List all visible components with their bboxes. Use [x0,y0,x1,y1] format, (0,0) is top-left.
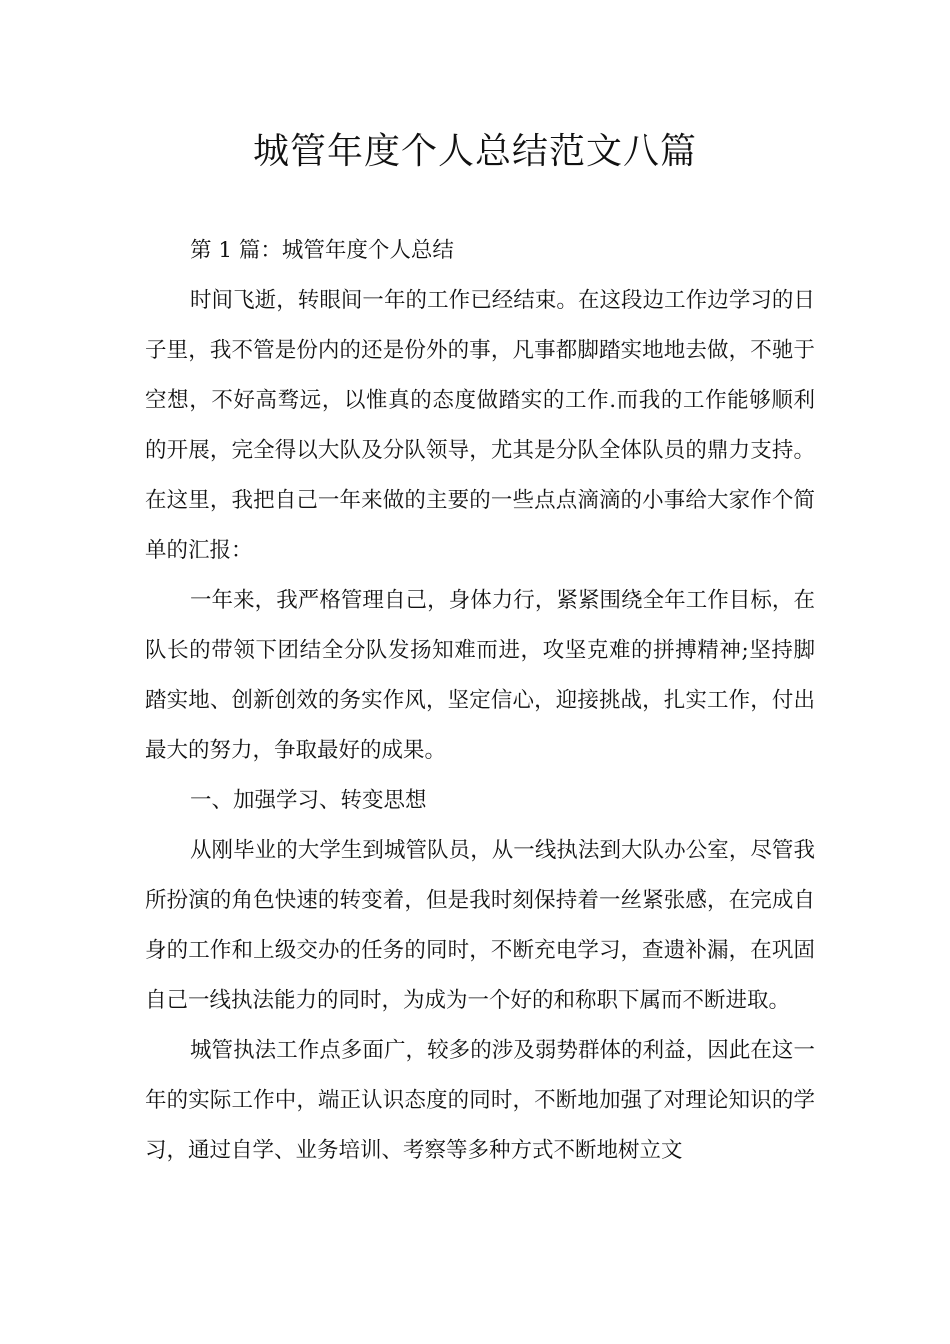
section-heading: 第 1 篇：城管年度个人总结 [190,238,454,263]
body-paragraph: 一年来，我严格管理自己，身体力行，紧紧围绕全年工作目标，在队长的带领下团结全分队发扬知难而进，攻坚克难的拼搏精神;坚持脚踏实地、创新创效的务实作风，坚定信心，迎接挑战，扎实工作，付出最大的努力，争取最好的成果。 [145,588,815,763]
body-paragraph: 从刚毕业的大学生到城管队员，从一线执法到大队办公室，尽管我所扮演的角色快速的转变着，但是我时刻保持着一丝紧张感，在完成自身的工作和上级交办的任务的同时，不断充电学习，查遗补漏，在巩固自己一线执法能力的同时，为成为一个好的和称职下属而不断进取。 [145,838,815,1013]
body-paragraph: 时间飞逝，转眼间一年的工作已经结束。在这段边工作边学习的日子里，我不管是份内的还是份外的事，凡事都脚踏实地地去做，不驰于空想，不好高骛远，以惟真的态度做踏实的工作.而我的工作能够顺利的开展，完全得以大队及分队领导，尤其是分队全体队员的鼎力支持。在这里，我把自己一年来做的主要的一些点点滴滴的小事给大家作个简单的汇报： [145,288,815,563]
body-paragraph: 城管执法工作点多面广，较多的涉及弱势群体的利益，因此在这一年的实际工作中，端正认识态度的同时，不断地加强了对理论知识的学习，通过自学、业务培训、考察等多种方式不断地树立文 [145,1038,815,1163]
subsection-heading: 一、加强学习、转变思想 [190,788,427,813]
document-body [145,226,815,1176]
document-title: 城管年度个人总结范文八篇 [252,131,697,172]
